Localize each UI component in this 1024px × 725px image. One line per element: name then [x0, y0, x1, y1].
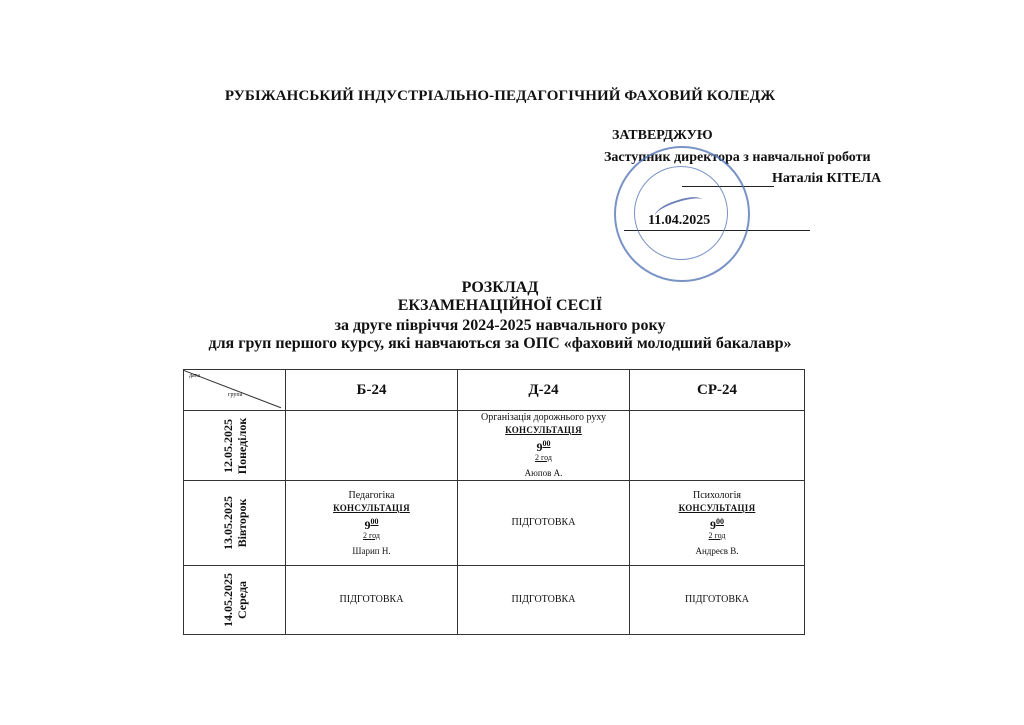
- schedule-cell: [286, 481, 458, 566]
- table-row: [184, 411, 805, 481]
- day-cell: [184, 481, 286, 566]
- row-date: 13.05.2025: [220, 496, 235, 550]
- row-weekday: Середа: [234, 580, 249, 620]
- official-stamp: [614, 146, 750, 282]
- teacher-name: Аюпов А.: [524, 468, 563, 478]
- doc-title: РОЗКЛАД: [461, 279, 539, 296]
- start-time: $9^{00}$: [364, 516, 379, 532]
- teacher-name: Андреєв В.: [695, 545, 739, 556]
- group-header: СР-24: [630, 370, 805, 411]
- approval-heading: ЗАТВЕРДЖУЮ: [612, 128, 713, 143]
- day-label: [221, 417, 249, 473]
- start-time: $9^{00}$: [710, 516, 724, 532]
- doc-subtitle: ЕКЗАМЕНАЦІЙНОЇ СЕСІЇ: [397, 297, 603, 314]
- college-name: РУБІЖАНСЬКИЙ ІНДУСТРІАЛЬНО-ПЕДАГОГІЧНИЙ ФАХОВИЙ КОЛЕДЖ: [224, 88, 776, 104]
- group-header: Б-24: [286, 370, 458, 411]
- preparation-cell: ПІДГОТОВКА: [630, 566, 805, 635]
- table-row: [184, 481, 805, 566]
- subject-name: Психологія: [693, 489, 741, 501]
- subject-name: Організація дорожнього руху: [480, 412, 606, 423]
- day-cell: [184, 566, 286, 635]
- event-kind: КОНСУЛЬТАЦІЯ: [333, 502, 410, 513]
- approval-signer: Наталія КІТЕЛА: [772, 171, 882, 186]
- schedule-cell-empty: [630, 411, 805, 481]
- row-weekday: Понеділок: [234, 417, 249, 474]
- teacher-name: Шарип Н.: [352, 545, 391, 556]
- row-weekday: Вівторок: [234, 498, 249, 548]
- preparation-cell: ПІДГОТОВКА: [458, 481, 630, 566]
- approval-position: Заступник директора з навчальної роботи: [604, 150, 871, 165]
- corner-group-label: група: [228, 392, 243, 398]
- preparation-cell: ПІДГОТОВКА: [458, 566, 630, 635]
- day-cell: [184, 411, 286, 481]
- start-time: $9^{00}$: [536, 439, 551, 454]
- doc-audience: для груп першого курсу, які навчаються за ОПС «фаховий молодший бакалавр»: [208, 335, 792, 352]
- duration: 2 год: [535, 453, 552, 462]
- event-kind: КОНСУЛЬТАЦІЯ: [678, 502, 756, 513]
- day-label: [221, 573, 249, 627]
- schedule-cell: [458, 411, 630, 481]
- subject-name: Педагогіка: [348, 489, 395, 501]
- event-kind: КОНСУЛЬТАЦІЯ: [505, 425, 582, 435]
- duration: 2 год: [363, 530, 380, 540]
- group-header: Д-24: [458, 370, 630, 411]
- schedule-cell-empty: [286, 411, 458, 481]
- day-label: [221, 496, 249, 550]
- doc-period: за друге півріччя 2024-2025 навчального року: [334, 317, 666, 334]
- schedule-cell: [630, 481, 805, 566]
- row-date: 12.05.2025: [220, 418, 235, 473]
- schedule-table: [183, 369, 805, 635]
- approval-date: 11.04.2025: [648, 213, 711, 228]
- preparation-cell: ПІДГОТОВКА: [286, 566, 458, 635]
- row-date: 14.05.2025: [220, 573, 235, 627]
- corner-cell: [184, 370, 286, 411]
- table-header-row: [184, 370, 805, 411]
- duration: 2 год: [708, 530, 726, 540]
- table-row: [184, 566, 805, 635]
- corner-date-label: дата: [189, 373, 200, 379]
